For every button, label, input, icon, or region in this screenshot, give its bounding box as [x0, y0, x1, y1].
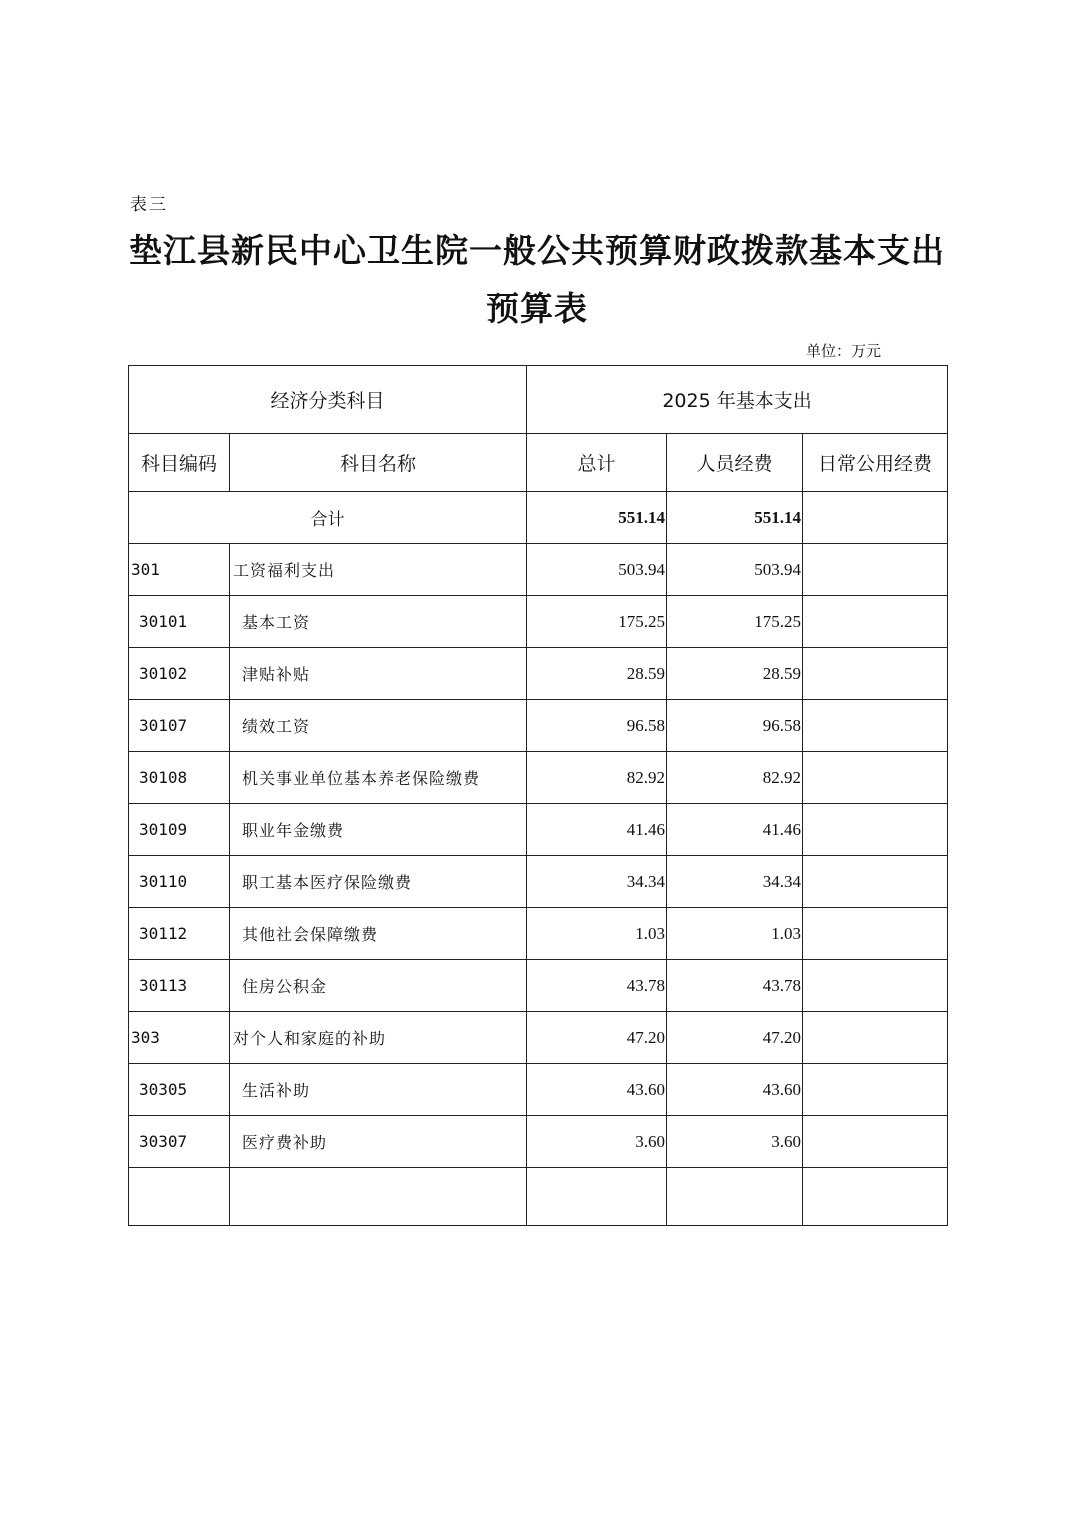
row-total: 28.59 [527, 648, 667, 700]
row-public [803, 1116, 948, 1168]
row-total: 3.60 [527, 1116, 667, 1168]
subject-name: 工资福利支出 [230, 544, 527, 596]
subject-code: 30109 [129, 804, 230, 856]
table-row [129, 596, 948, 648]
table-row [129, 700, 948, 752]
total-row [129, 492, 948, 544]
total-personnel: 551.14 [667, 492, 803, 544]
row-public [803, 648, 948, 700]
row-personnel: 82.92 [667, 752, 803, 804]
row-public [803, 856, 948, 908]
table-row [129, 1116, 948, 1168]
header-basic-expenditure: 2025 年基本支出 [527, 366, 948, 434]
subject-name: 基本工资 [230, 596, 527, 648]
row-public [803, 1168, 948, 1226]
subject-name: 对个人和家庭的补助 [230, 1012, 527, 1064]
row-personnel: 41.46 [667, 804, 803, 856]
row-personnel: 96.58 [667, 700, 803, 752]
header-economic-category: 经济分类科目 [129, 366, 527, 434]
row-total: 503.94 [527, 544, 667, 596]
subject-code: 301 [129, 544, 230, 596]
row-public [803, 1012, 948, 1064]
subject-name: 绩效工资 [230, 700, 527, 752]
table-row [129, 908, 948, 960]
row-total [527, 1168, 667, 1226]
row-total: 41.46 [527, 804, 667, 856]
subject-code [129, 1168, 230, 1226]
row-public [803, 596, 948, 648]
total-label: 合计 [129, 492, 527, 544]
subject-name: 职业年金缴费 [230, 804, 527, 856]
subject-name: 医疗费补助 [230, 1116, 527, 1168]
row-total: 175.25 [527, 596, 667, 648]
row-public [803, 960, 948, 1012]
row-personnel [667, 1168, 803, 1226]
row-personnel: 175.25 [667, 596, 803, 648]
row-personnel: 47.20 [667, 1012, 803, 1064]
row-total: 1.03 [527, 908, 667, 960]
subject-code: 30307 [129, 1116, 230, 1168]
header-total: 总计 [527, 434, 667, 492]
table-row [129, 648, 948, 700]
row-personnel: 43.78 [667, 960, 803, 1012]
row-public [803, 908, 948, 960]
row-personnel: 34.34 [667, 856, 803, 908]
subject-code: 303 [129, 1012, 230, 1064]
row-public [803, 804, 948, 856]
table-row [129, 752, 948, 804]
header-column-row [129, 434, 948, 492]
unit-label: 单位：万元 [806, 342, 882, 360]
subject-code: 30113 [129, 960, 230, 1012]
row-total: 43.78 [527, 960, 667, 1012]
subject-code: 30110 [129, 856, 230, 908]
header-public-expense: 日常公用经费 [803, 434, 948, 492]
subject-name: 津贴补贴 [230, 648, 527, 700]
subject-name: 住房公积金 [230, 960, 527, 1012]
row-total: 47.20 [527, 1012, 667, 1064]
header-subject-name: 科目名称 [230, 434, 527, 492]
subject-name: 生活补助 [230, 1064, 527, 1116]
row-public [803, 752, 948, 804]
row-total: 82.92 [527, 752, 667, 804]
table-label: 表三 [130, 195, 168, 215]
budget-table [128, 365, 948, 1226]
header-subject-code: 科目编码 [129, 434, 230, 492]
row-personnel: 43.60 [667, 1064, 803, 1116]
subject-code: 30107 [129, 700, 230, 752]
header-group-row [129, 366, 948, 434]
row-public [803, 700, 948, 752]
row-personnel: 28.59 [667, 648, 803, 700]
subject-code: 30101 [129, 596, 230, 648]
table-row [129, 1168, 948, 1226]
subject-name [230, 1168, 527, 1226]
row-personnel: 3.60 [667, 1116, 803, 1168]
row-total: 34.34 [527, 856, 667, 908]
page-title: 垫江县新民中心卫生院一般公共预算财政拨款基本支出预算表 [129, 231, 945, 328]
table-row [129, 856, 948, 908]
subject-code: 30108 [129, 752, 230, 804]
table-row [129, 804, 948, 856]
subject-name: 机关事业单位基本养老保险缴费 [230, 752, 527, 804]
subject-code: 30112 [129, 908, 230, 960]
row-personnel: 503.94 [667, 544, 803, 596]
row-total: 96.58 [527, 700, 667, 752]
total-total: 551.14 [527, 492, 667, 544]
subject-name: 其他社会保障缴费 [230, 908, 527, 960]
row-public [803, 1064, 948, 1116]
row-personnel: 1.03 [667, 908, 803, 960]
table-row [129, 1012, 948, 1064]
table-row [129, 544, 948, 596]
table-row [129, 960, 948, 1012]
total-public [803, 492, 948, 544]
row-public [803, 544, 948, 596]
subject-code: 30305 [129, 1064, 230, 1116]
table-row [129, 1064, 948, 1116]
subject-code: 30102 [129, 648, 230, 700]
subject-name: 职工基本医疗保险缴费 [230, 856, 527, 908]
row-total: 43.60 [527, 1064, 667, 1116]
header-personnel-expense: 人员经费 [667, 434, 803, 492]
